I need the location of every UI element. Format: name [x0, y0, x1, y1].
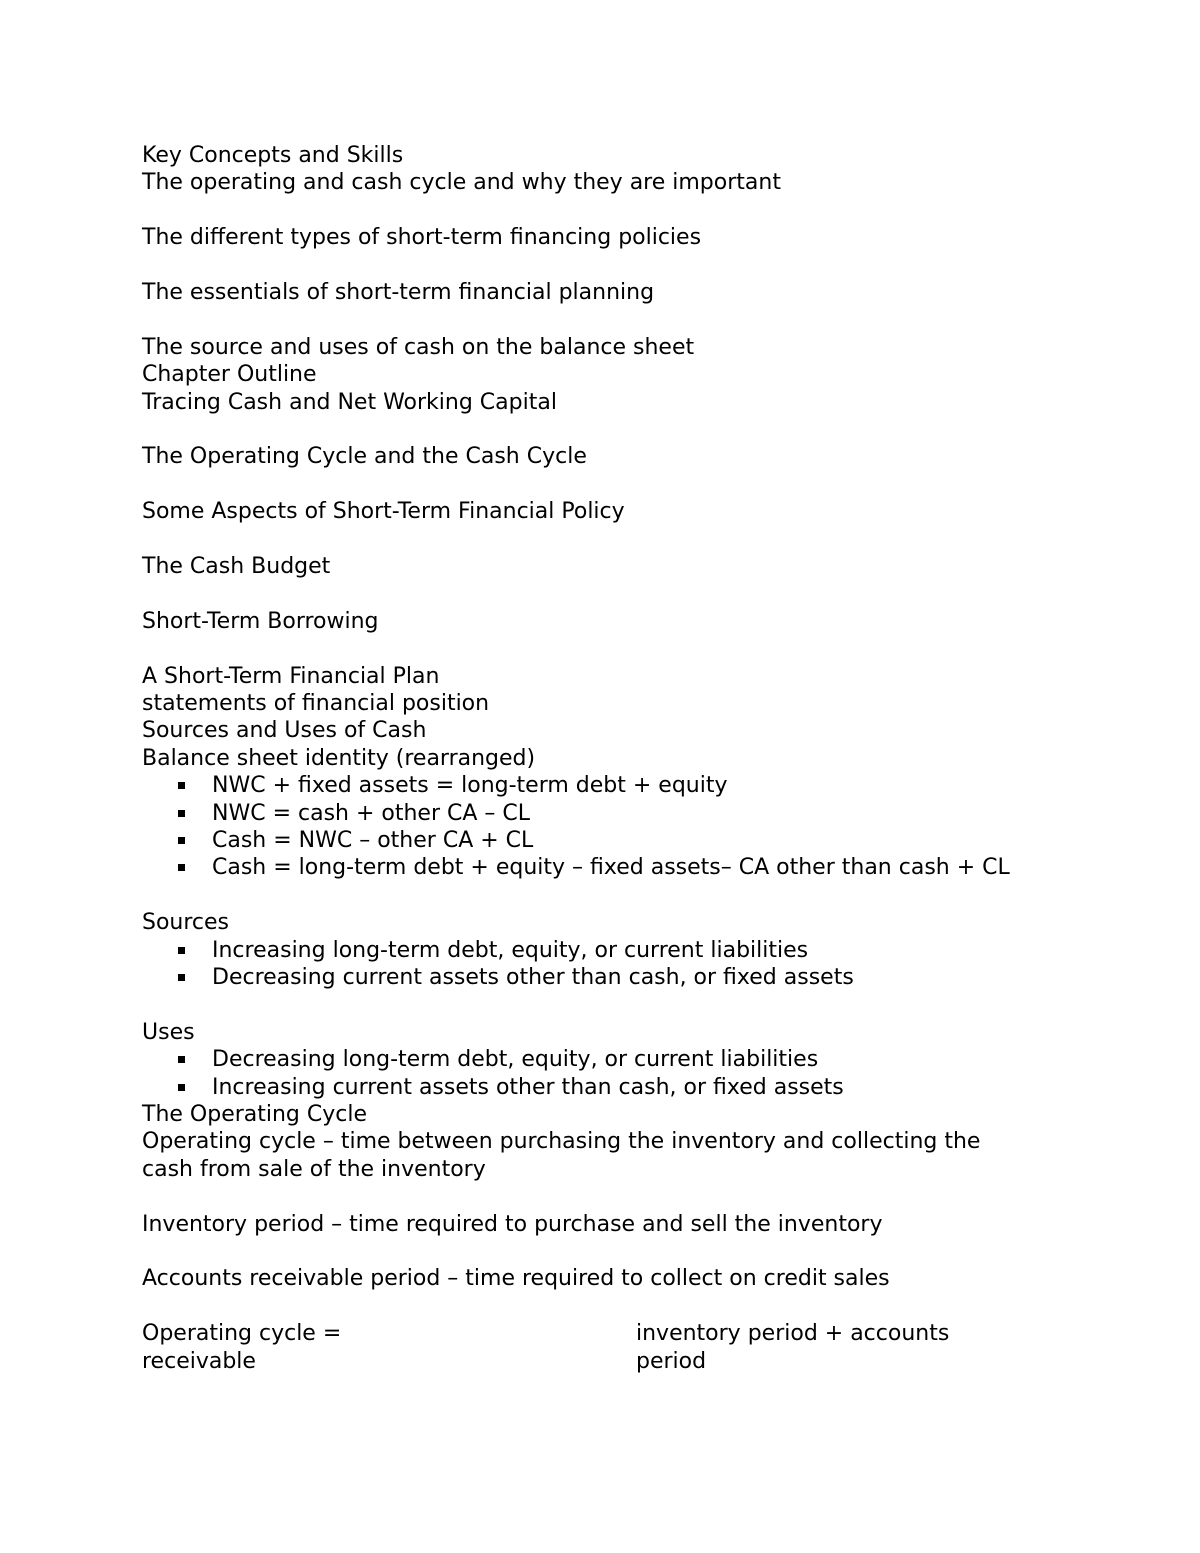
- sources-uses-heading: Sources and Uses of Cash: [142, 718, 427, 744]
- uses-bullet-list: [142, 1046, 1062, 1101]
- blank-line: [142, 526, 1062, 553]
- identity-bullet: [212, 854, 1042, 881]
- outline-item: Tracing Cash and Net Working Capital: [142, 389, 557, 415]
- use-bullet: [212, 1046, 1062, 1073]
- sources-heading: Sources: [142, 910, 230, 936]
- operating-cycle-heading: The Operating Cycle: [142, 1102, 368, 1128]
- blank-line: [142, 635, 1062, 662]
- blank-line: [142, 197, 1062, 224]
- uses-heading: Uses: [142, 1019, 195, 1045]
- bullet-text: Cash = NWC – other CA + CL: [212, 828, 534, 854]
- concept-item: The operating and cash cycle and why they are important: [142, 170, 781, 196]
- operating-cycle-definition-cont: cash from sale of the inventory: [142, 1156, 486, 1182]
- sources-bullet-list: [142, 937, 1062, 992]
- square-bullet-icon: [178, 1056, 185, 1063]
- blank-line: [142, 991, 1062, 1018]
- square-bullet-icon: [178, 837, 185, 844]
- blank-line: [142, 252, 1062, 279]
- outline-item: A Short-Term Financial Plan: [142, 663, 440, 689]
- square-bullet-icon: [178, 947, 185, 954]
- square-bullet-icon: [178, 864, 185, 871]
- blank-line: [142, 882, 1062, 909]
- formula-left-line1: Operating cycle =: [142, 1321, 342, 1347]
- formula-right-line1: inventory period + accounts: [636, 1321, 950, 1347]
- blank-line: [142, 306, 1062, 333]
- identity-heading: Balance sheet identity (rearranged): [142, 745, 536, 771]
- bullet-text: Decreasing long-term debt, equity, or current liabilities: [212, 1047, 819, 1073]
- identity-bullet-list: [142, 772, 1062, 882]
- source-bullet: [212, 937, 1062, 964]
- operating-cycle-formula: [142, 1320, 1062, 1375]
- bullet-text: Increasing long-term debt, equity, or current liabilities: [212, 937, 809, 963]
- concept-item: The different types of short-term financing policies: [142, 225, 702, 251]
- receivable-period-definition: Accounts receivable period – time required to collect on credit sales: [142, 1266, 890, 1292]
- bullet-text: NWC = cash + other CA – CL: [212, 800, 531, 826]
- concept-item: The source and uses of cash on the balance sheet: [142, 334, 695, 360]
- statements-line: statements of financial position: [142, 691, 490, 716]
- square-bullet-icon: [178, 810, 185, 817]
- blank-line: [142, 1183, 1062, 1210]
- blank-line: [142, 471, 1062, 498]
- use-bullet: [212, 1074, 1062, 1101]
- formula-left-line2: receivable: [142, 1348, 256, 1374]
- formula-right-line2: period: [636, 1348, 707, 1374]
- operating-cycle-definition: Operating cycle – time between purchasing the inventory and collecting the: [142, 1129, 981, 1155]
- bullet-text: NWC + fixed assets = long-term debt + equity: [212, 773, 728, 799]
- outline-item: The Operating Cycle and the Cash Cycle: [142, 444, 587, 470]
- concept-item: The essentials of short-term financial planning: [142, 280, 655, 305]
- identity-bullet: [212, 772, 1062, 799]
- inventory-period-definition: Inventory period – time required to purchase and sell the inventory: [142, 1211, 883, 1237]
- outline-item: Some Aspects of Short-Term Financial Policy: [142, 499, 625, 525]
- blank-line: [142, 580, 1062, 607]
- bullet-text: Increasing current assets other than cash, or fixed assets: [212, 1074, 844, 1100]
- bullet-text: Cash = long-term debt + equity – fixed assets– CA other than cash + CL: [212, 855, 1010, 881]
- document-page: [142, 142, 1062, 1375]
- chapter-outline-heading: Chapter Outline: [142, 362, 317, 388]
- outline-item: The Cash Budget: [142, 554, 331, 579]
- square-bullet-icon: [178, 1084, 185, 1091]
- blank-line: [142, 1238, 1062, 1265]
- blank-line: [142, 416, 1062, 443]
- key-concepts-heading: Key Concepts and Skills: [142, 143, 404, 168]
- square-bullet-icon: [178, 782, 185, 789]
- identity-bullet: [212, 800, 1062, 827]
- square-bullet-icon: [178, 974, 185, 981]
- blank-line: [142, 1293, 1062, 1320]
- source-bullet: [212, 964, 1062, 991]
- outline-item: Short-Term Borrowing: [142, 608, 379, 634]
- identity-bullet: [212, 827, 1062, 854]
- bullet-text: Decreasing current assets other than cash, or fixed assets: [212, 965, 854, 991]
